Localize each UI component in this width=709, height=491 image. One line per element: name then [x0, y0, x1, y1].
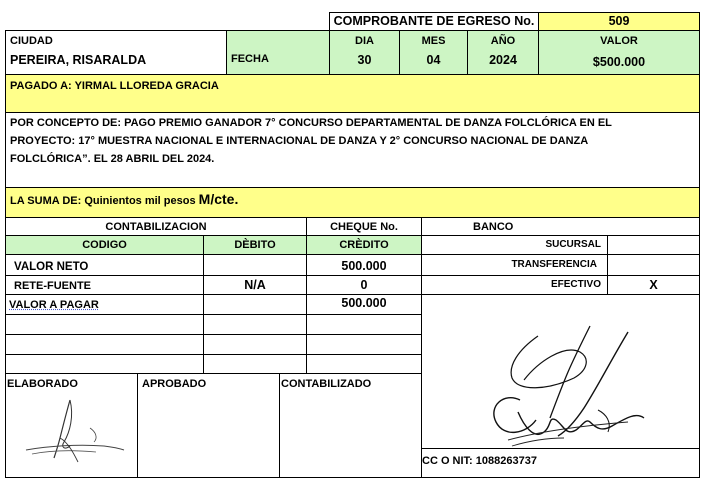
elaborado-label: ELABORADO — [7, 378, 78, 390]
empty-row-debito-1 — [203, 314, 307, 335]
valor-value: $500.000 — [592, 55, 646, 69]
empty-row-codigo-1 — [5, 314, 204, 335]
contabilizado-label: CONTABILIZADO — [281, 378, 372, 390]
banco-cell — [421, 217, 700, 236]
row-2-debito: N/A — [244, 278, 266, 292]
row-3-codigo: VALOR A PAGAR — [9, 299, 99, 311]
empty-row-debito-3 — [203, 354, 307, 374]
contabilizacion-title: CONTABILIZACION — [105, 221, 207, 233]
suma-cell — [5, 187, 700, 218]
suma-unit: M/cte. — [198, 191, 239, 207]
row-3-credito: 500.000 — [341, 296, 387, 310]
empty-row-credito-2 — [306, 334, 422, 355]
row-2-credito: 0 — [360, 278, 368, 292]
suma-text — [10, 192, 238, 208]
sucursal-label-cell — [421, 235, 608, 255]
empty-row-credito-3 — [306, 354, 422, 374]
empty-row-credito-1 — [306, 314, 422, 335]
fecha-label: FECHA — [231, 53, 269, 65]
table-row-codigo-2 — [5, 275, 204, 295]
voucher-number-cell — [538, 12, 700, 31]
dia-value: 30 — [357, 53, 372, 67]
col-credito-label: CRÈDITO — [339, 239, 389, 251]
efectivo-label: EFECTIVO — [550, 279, 601, 290]
aprobado-cell — [137, 373, 280, 478]
sucursal-value-cell — [607, 235, 700, 255]
suma-label: LA SUMA DE: Quinientos mil pesos — [10, 195, 199, 207]
row-2-codigo: RETE-FUENTE — [14, 280, 91, 292]
anio-cell — [467, 30, 539, 75]
valor-label: VALOR — [600, 35, 638, 47]
empty-row-codigo-3 — [5, 354, 204, 374]
empty-row-codigo-2 — [5, 334, 204, 355]
anio-value: 2024 — [489, 53, 517, 67]
contabilizado-cell — [279, 373, 422, 478]
dia-cell — [329, 30, 400, 75]
table-row-credito-3 — [306, 294, 422, 315]
table-row-credito-1 — [306, 254, 422, 276]
mes-label: MES — [421, 35, 446, 47]
concepto-cell — [5, 112, 700, 188]
row-1-credito: 500.000 — [341, 259, 387, 273]
dia-label: DIA — [355, 35, 374, 47]
table-row-debito-1 — [203, 254, 307, 276]
voucher-number: 509 — [608, 14, 630, 28]
col-debito-header — [203, 235, 307, 255]
concepto-line-1: POR CONCEPTO DE: PAGO PREMIO GANADOR 7° CONCURSO DEPARTAMENTAL DE DANZA FOLCLÓRICA EN EL — [10, 117, 612, 129]
aprobado-label: APROBADO — [142, 378, 207, 390]
cheque-cell — [306, 217, 422, 236]
mes-value: 04 — [426, 53, 441, 67]
cc-nit-label: CC O NIT: 1088263737 — [422, 455, 537, 467]
ciudad-cell — [5, 30, 227, 75]
voucher-title: COMPROBANTE DE EGRESO No. — [333, 14, 535, 28]
recipient-signature — [478, 322, 658, 462]
table-row-codigo-3 — [5, 294, 204, 315]
col-codigo-label: CODIGO — [82, 239, 127, 251]
table-row-codigo-1 — [5, 254, 204, 276]
table-row-debito-3 — [203, 294, 307, 315]
sucursal-label: SUCURSAL — [545, 239, 601, 250]
cheque-label: CHEQUE No. — [330, 221, 398, 233]
table-row-debito-2 — [203, 275, 307, 295]
header-title-cell — [329, 12, 539, 31]
table-row-credito-2 — [306, 275, 422, 295]
col-credito-header — [306, 235, 422, 255]
contabilizacion-title-cell — [5, 217, 307, 236]
col-debito-label: DÈBITO — [234, 239, 276, 251]
pagado-a-cell — [5, 74, 700, 113]
transferencia-value-cell — [607, 254, 700, 276]
fecha-label-cell — [226, 30, 330, 75]
anio-label: AÑO — [490, 35, 516, 47]
banco-label: BANCO — [473, 221, 514, 233]
pagado-a: PAGADO A: YIRMAL LLOREDA GRACIA — [10, 80, 219, 92]
elaborado-signature — [8, 392, 138, 472]
valor-cell — [538, 30, 700, 75]
transferencia-label-cell — [421, 254, 608, 276]
concepto-line-2: PROYECTO: 17° MUESTRA NACIONAL E INTERNACIONAL DE DANZA Y 2° CONCURSO NACIONAL DE DANZA — [10, 135, 589, 147]
efectivo-label-cell — [421, 275, 608, 295]
transferencia-label: TRANSFERENCIA — [511, 259, 597, 270]
empty-row-debito-2 — [203, 334, 307, 355]
efectivo-mark: X — [649, 278, 658, 292]
col-codigo-header — [5, 235, 204, 255]
row-1-codigo: VALOR NETO — [14, 261, 89, 273]
ciudad-value: PEREIRA, RISARALDA — [10, 53, 147, 67]
mes-cell — [399, 30, 468, 75]
efectivo-value-cell — [607, 275, 700, 295]
concepto-line-3: FOLCLÓRICA”. EL 28 ABRIL DEL 2024. — [10, 153, 215, 165]
ciudad-label: CIUDAD — [10, 35, 53, 47]
